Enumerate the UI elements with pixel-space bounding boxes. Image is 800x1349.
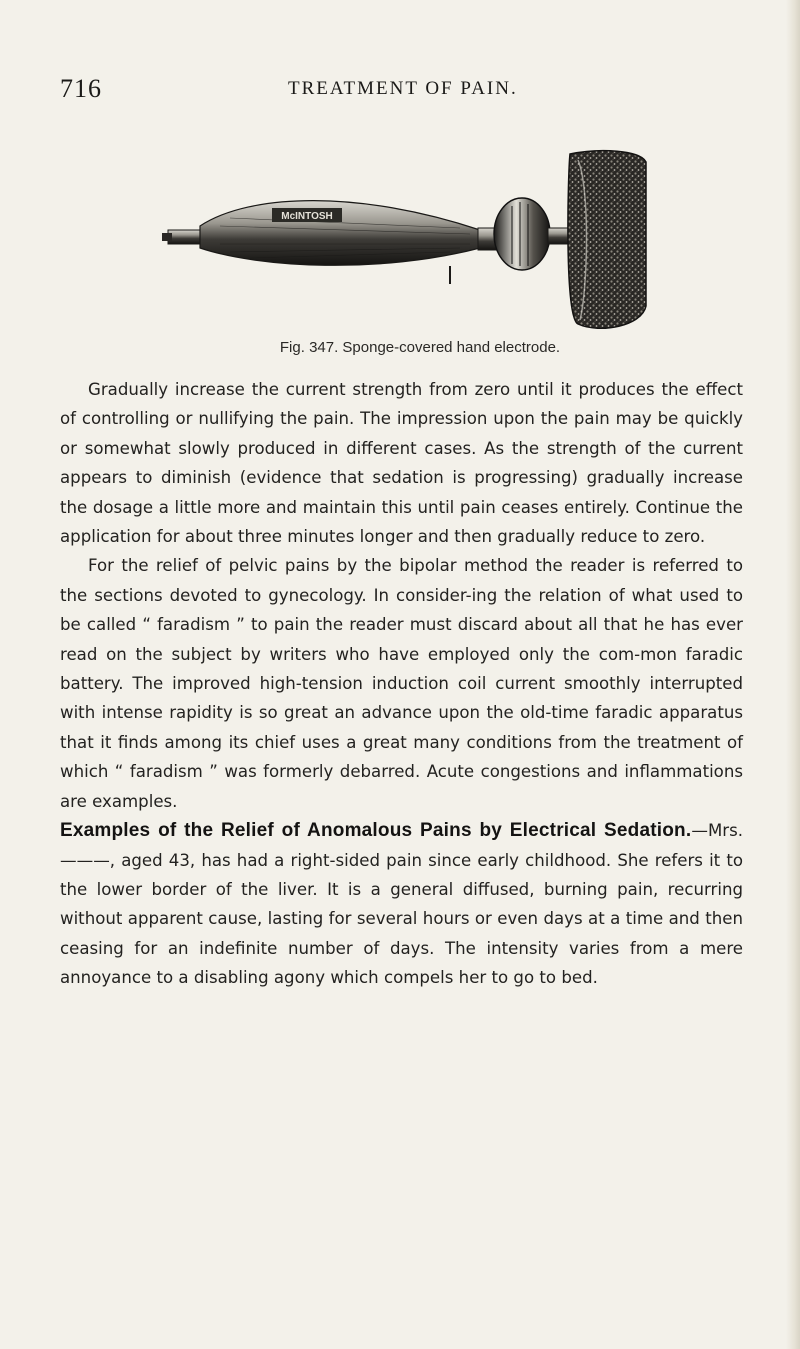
- body-text: [60, 375, 743, 993]
- figure-hand-electrode: [160, 148, 660, 356]
- hand-electrode-illustration: [160, 148, 660, 338]
- paragraph: Gradually increase the current strength from zero until it produces the effect of controlling or nullifying the pain. The impression upon the pain may be quickly or somewhat slowly produced in different cases. As the strength of the current appears to diminish (evidence that sedation is progressing) gradually increase the dosage a little more and maintain this until pain ceases entirely. Continue the application for about three minutes longer and then gradually reduce to zero.: [60, 380, 743, 547]
- paragraph: For the relief of pelvic pains by the bipolar method the reader is referred to the sections devoted to gynecology. In consider-ing the relation of what used to be called “ faradism ” to pain the reader must discard about all that he has ever read on the subject by writers who have employed only the com-mon faradic battery. The improved high-tension induction coil current smoothly interrupted with intense rapidity is so great an advance upon the old-time faradic apparatus that it finds among its chief uses a great many conditions from the treatment of which “ faradism ” was formerly debarred. Acute congestions and inflammations are examples.: [60, 556, 743, 811]
- sponge-pad: [568, 151, 646, 329]
- running-title: TREATMENT OF PAIN.: [288, 78, 518, 99]
- page-edge-shadow: [786, 0, 800, 1349]
- page-number: 716: [60, 74, 102, 103]
- brand-engraving: McINTOSH: [281, 211, 333, 222]
- running-head: [60, 74, 750, 104]
- figure-caption: Fig. 347. Sponge-covered hand electrode.: [279, 339, 561, 356]
- electrode-knob: [494, 198, 550, 270]
- case-paragraph: [60, 816, 743, 992]
- section-heading: Examples of the Relief of Anomalous Pains by Electrical Sedation.: [60, 820, 692, 842]
- case-text: —Mrs. ———, aged 43, has had a right-sided pain since early childhood. She refers it to the lower border of the liver. It is a general diffused, burning pain, recurring without apparent cause, lasting for several hours or even days at a time and then ceasing for an indefinite number of days. The intensity varies from a mere annoyance to a disabling agony which compels her to go to bed.: [60, 821, 743, 988]
